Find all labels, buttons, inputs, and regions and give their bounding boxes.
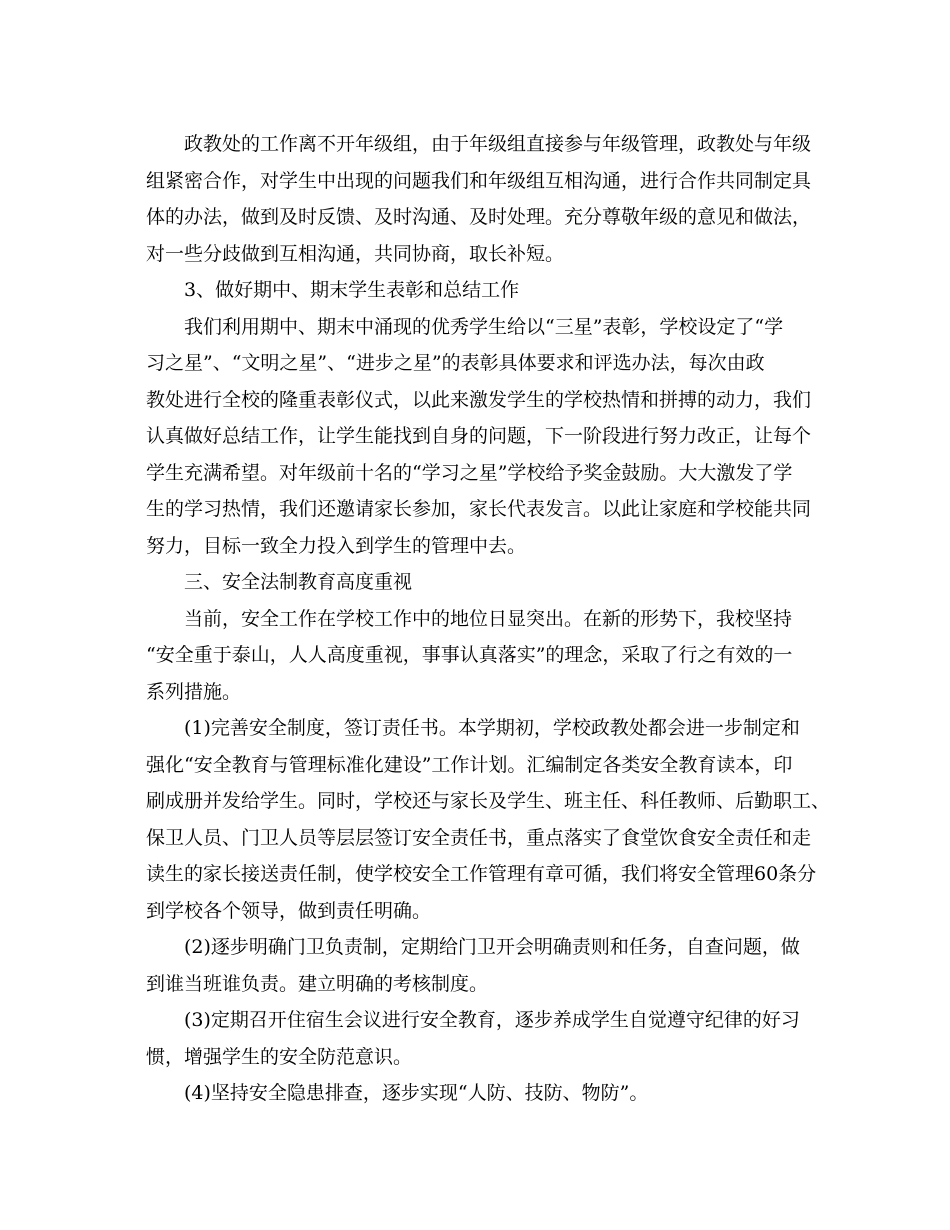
text-line: 习之星”、“文明之星”、“进步之星”的表彰具体要求和评选办法，每次由政 [146,352,765,374]
text-line: 体的办法，做到及时反馈、及时沟通、及时处理。充分尊敬年级的意见和做法， [146,206,812,228]
text-line: 刷成册并发给学生。同时，学校还与家长及学生、班主任、科任教师、后勤职工、 [146,790,831,812]
text-line: 读生的家长接送责任制，使学校安全工作管理有章可循，我们将安全管理60条分 [146,863,817,885]
text-line: (3)定期召开住宿生会议进行安全教育，逐步养成学生自觉遵守纪律的好习 [184,1009,800,1031]
text-line: 到学校各个领导，做到责任明确。 [146,900,432,922]
text-line: 系列措施。 [146,681,242,703]
text-line: (1)完善安全制度，签订责任书。本学期初，学校政教处都会进一步制定和 [184,717,800,739]
text-line: 到谁当班谁负责。建立明确的考核制度。 [146,973,489,995]
text-line: 生的学习热情，我们还邀请家长参加，家长代表发言。以此让家庭和学校能共同 [146,498,812,520]
section-heading: 三、安全法制教育高度重视 [184,571,413,593]
text-line: 认真做好总结工作，让学生能找到自身的问题，下一阶段进行努力改正，让每个 [146,425,812,447]
text-line: 保卫人员、门卫人员等层层签订安全责任书，重点落实了食堂饮食安全责任和走 [146,827,812,849]
text-line: (2)逐步明确门卫负责制，定期给门卫开会明确责则和任务，自查问题，做 [184,936,800,958]
text-line: 对一些分歧做到互相沟通，共同协商，取长补短。 [146,243,565,265]
text-line: 组紧密合作，对学生中出现的问题我们和年级组互相沟通，进行合作共同制定具 [146,170,812,192]
text-line: 强化“安全教育与管理标准化建设”工作计划。汇编制定各类安全教育读本，印 [146,754,793,776]
text-line: “安全重于泰山，人人高度重视，事事认真落实”的理念，采取了行之有效的一 [146,644,793,666]
text-line: 学生充满希望。对年级前十名的“学习之星”学校给予奖金鼓励。大大激发了学 [146,462,793,484]
text-line: (4)坚持安全隐患排查，逐步实现“人防、技防、物防”。 [184,1082,649,1104]
section-heading: 3、做好期中、期末学生表彰和总结工作 [184,279,520,301]
text-line: 政教处的工作离不开年级组，由于年级组直接参与年级管理，政教处与年级 [184,133,812,155]
text-line: 教处进行全校的隆重表彰仪式，以此来激发学生的学校热情和拼搏的动力，我们 [146,389,812,411]
text-line: 当前，安全工作在学校工作中的地位日显突出。在新的形势下，我校坚持 [184,608,793,630]
text-line: 我们利用期中、期末中涌现的优秀学生给以“三星”表彰，学校设定了“学 [184,316,784,338]
text-line: 努力，目标一致全力投入到学生的管理中去。 [146,535,527,557]
text-line: 惯，增强学生的安全防范意识。 [146,1046,413,1068]
